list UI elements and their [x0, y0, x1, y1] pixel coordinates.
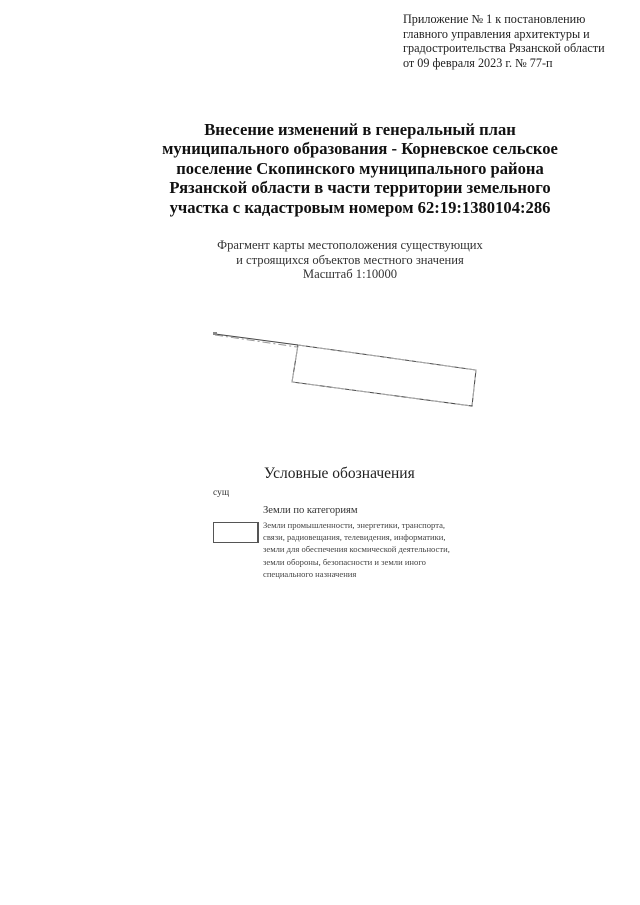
title-line: поселение Скопинского муниципального района: [176, 158, 544, 178]
legend-category-title: Земли по категориям: [263, 505, 358, 516]
map-scale: Масштаб 1:10000: [302, 267, 398, 282]
subtitle-line: Фрагмент карты местоположения существующих: [217, 238, 483, 252]
title-line: участка с кадастровым номером 62:19:1380104:286: [169, 197, 551, 217]
title-line: Рязанской области в части территории земельного: [169, 178, 551, 198]
appendix-line: главного управления архитектуры и: [403, 26, 590, 41]
parcel-outline: [213, 332, 476, 406]
legend-description-line: специального назначения: [263, 568, 357, 579]
legend-description-line: земли для обеспечения космической деятельности,: [263, 544, 450, 555]
legend-code: сущ: [213, 488, 230, 498]
appendix-line: градостроительства Рязанской области: [403, 41, 605, 56]
legend-description: [263, 519, 503, 580]
legend-swatch: [213, 522, 259, 543]
legend-description-line: связи, радиовещания, телевидения, информатики,: [263, 532, 446, 543]
appendix-line: от 09 февраля 2023 г. № 77-п: [403, 55, 553, 70]
legend-title: Условные обозначения: [264, 465, 415, 482]
legend-description-line: Земли промышленности, энергетики, транспорта,: [263, 520, 446, 530]
title-line: Внесение изменений в генеральный план: [204, 120, 516, 139]
appendix-line: Приложение № 1 к постановлению: [403, 12, 586, 26]
subtitle-line: и строящихся объектов местного значения: [236, 252, 464, 267]
legend-description-line: земли обороны, безопасности и земли иного: [263, 556, 426, 567]
title-line: муниципального образования - Корневское сельское: [162, 139, 558, 159]
